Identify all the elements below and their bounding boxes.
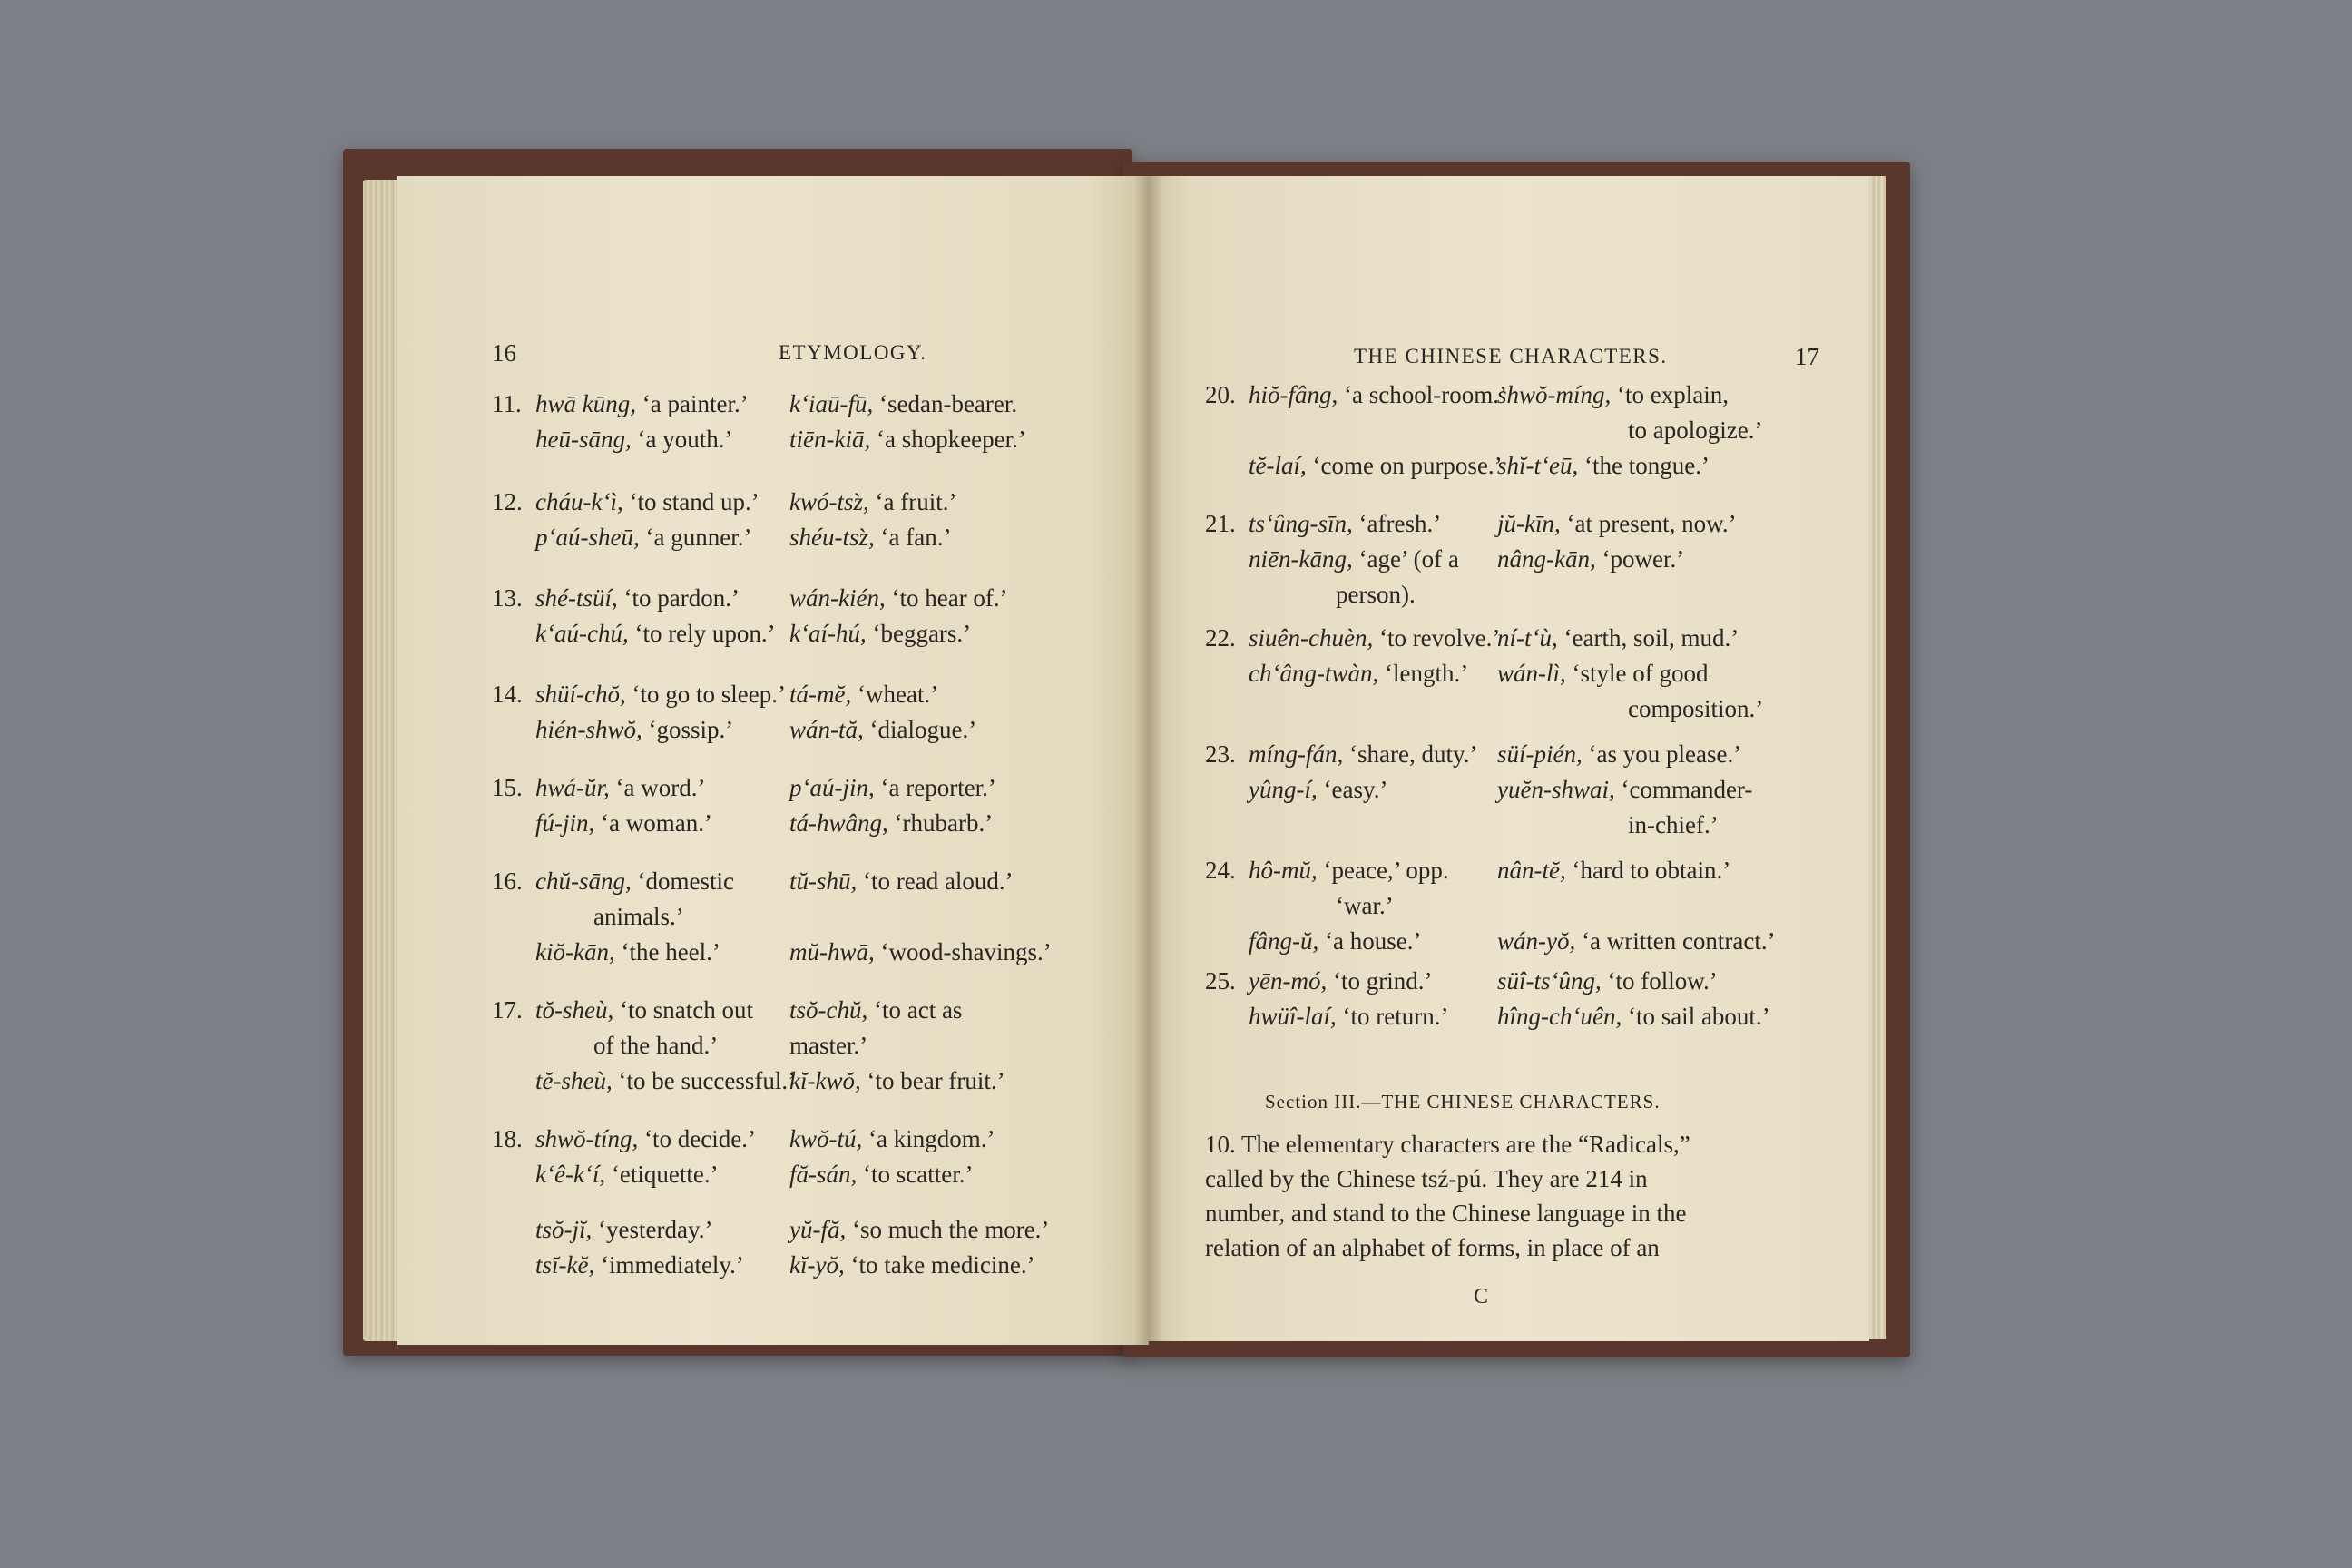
gloss: ‘length.’ — [1384, 660, 1469, 687]
gloss: ‘share, duty.’ — [1349, 740, 1478, 768]
gloss: in-chief.’ — [1628, 811, 1719, 838]
gloss: ‘at present, now.’ — [1566, 510, 1737, 537]
term-column-b — [789, 520, 951, 555]
gloss: ‘to stand up.’ — [629, 488, 760, 515]
romanized-term: p‘aú-sheū, — [535, 524, 640, 551]
term-column-b — [789, 806, 993, 841]
gloss: ‘rhubarb.’ — [894, 809, 994, 837]
entry-line — [1205, 413, 1840, 448]
entry-number: 11. — [492, 390, 522, 417]
term-column-b — [1497, 448, 1710, 484]
vocabulary-entry — [1205, 737, 1840, 843]
term-column-a — [535, 387, 749, 422]
romanized-term: k‘ê-k‘í, — [535, 1161, 606, 1188]
entry-line — [492, 1028, 1145, 1063]
entry-line — [492, 581, 1145, 616]
gloss: ‘immediately.’ — [600, 1251, 744, 1279]
vocabulary-entry — [1205, 853, 1840, 959]
entry-number: 23. — [1205, 740, 1236, 768]
gloss: ‘the tongue.’ — [1583, 452, 1710, 479]
term-column-b — [1497, 772, 1752, 808]
romanized-term: kwŏ-tú, — [789, 1125, 863, 1152]
entry-line — [492, 1248, 1145, 1283]
term-column-b — [1497, 737, 1741, 772]
entry-line — [1205, 888, 1840, 924]
gloss: ‘commander- — [1621, 776, 1753, 803]
romanized-term: ch‘âng-twàn, — [1249, 660, 1379, 687]
entry-line — [492, 1212, 1145, 1248]
term-column-b — [1497, 964, 1718, 999]
left-page — [397, 176, 1149, 1345]
term-column-b — [789, 485, 956, 520]
entry-line — [1205, 506, 1840, 542]
term-column-b — [789, 864, 1014, 899]
gloss: ‘a word.’ — [615, 774, 706, 801]
term-column-b — [789, 677, 938, 712]
term-column-a — [1249, 853, 1449, 888]
gloss: ‘come on purpose.’ — [1312, 452, 1503, 479]
entry-number: 24. — [1205, 857, 1236, 884]
gloss: person). — [1336, 581, 1416, 608]
gloss: ‘a reporter.’ — [880, 774, 996, 801]
term-column-a — [535, 1122, 756, 1157]
entry-line — [492, 485, 1145, 520]
vocabulary-entry — [1205, 964, 1840, 1034]
romanized-term: heū-sāng, — [535, 426, 632, 453]
gloss: ‘a shopkeeper.’ — [876, 426, 1026, 453]
romanized-term: ts‘ûng-sīn, — [1249, 510, 1353, 537]
romanized-term: tĕ-sheù, — [535, 1067, 612, 1094]
entry-line — [1205, 772, 1840, 808]
entry-number: 14. — [492, 681, 523, 708]
entry-line — [1205, 621, 1840, 656]
romanized-term: tĕ-laí, — [1249, 452, 1307, 479]
term-column-a — [535, 616, 776, 652]
term-column-a — [535, 1212, 712, 1248]
romanized-term: shé-tsüí, — [535, 584, 618, 612]
entry-line — [1205, 542, 1840, 577]
term-column-b — [789, 422, 1026, 457]
gloss: ‘yesterday.’ — [598, 1216, 713, 1243]
romanized-term: hién-shwŏ, — [535, 716, 642, 743]
vocabulary-entry — [1205, 506, 1840, 612]
entry-line — [492, 1063, 1145, 1099]
open-book — [343, 145, 1910, 1363]
vocabulary-entry — [1205, 377, 1840, 484]
romanized-term: siuên-chuèn, — [1249, 624, 1374, 652]
term-column-a — [535, 485, 760, 520]
entry-line — [492, 806, 1145, 841]
gloss: ‘beggars.’ — [872, 620, 972, 647]
paragraph-line: number, and stand to the Chinese language in the — [1205, 1200, 1687, 1227]
romanized-term: k‘iaū-fū, — [789, 390, 874, 417]
romanized-term: yŭ-fă, — [789, 1216, 847, 1243]
gloss: ‘gossip.’ — [648, 716, 734, 743]
romanized-term: wán-yŏ, — [1497, 927, 1576, 955]
entry-line — [492, 993, 1145, 1028]
gloss: ‘dialogue.’ — [869, 716, 977, 743]
romanized-term: k‘aí-hú, — [789, 620, 867, 647]
romanized-term: kĭ-kwŏ, — [789, 1067, 861, 1094]
term-column-a — [1249, 737, 1477, 772]
term-column-b — [1628, 413, 1762, 448]
romanized-term: ní-t‘ù, — [1497, 624, 1558, 652]
gloss: ‘as you please.’ — [1588, 740, 1742, 768]
romanized-term: p‘aú-jin, — [789, 774, 875, 801]
entry-line — [1205, 377, 1840, 413]
romanized-term: shwŏ-míng, — [1497, 381, 1612, 408]
gloss: ‘to bear fruit.’ — [867, 1067, 1005, 1094]
romanized-term: süí-pién, — [1497, 740, 1583, 768]
romanized-term: fâng-ŭ, — [1249, 927, 1319, 955]
term-column-a — [1336, 888, 1394, 924]
vocabulary-entry — [492, 1122, 1145, 1192]
signature-mark: C — [1474, 1285, 1489, 1308]
romanized-term: tá-mĕ, — [789, 681, 852, 708]
entry-line — [492, 387, 1145, 422]
term-column-b — [1497, 621, 1739, 656]
entry-line — [1205, 656, 1840, 691]
romanized-term: wán-lì, — [1497, 660, 1566, 687]
entry-line — [1205, 964, 1840, 999]
romanized-term: tsĭ-kĕ, — [535, 1251, 595, 1279]
gloss: ‘power.’ — [1602, 545, 1685, 573]
entry-line — [1205, 808, 1840, 843]
vocabulary-entry — [492, 864, 1145, 970]
romanized-term: nân-tĕ, — [1497, 857, 1566, 884]
romanized-term: tiēn-kiā, — [789, 426, 871, 453]
term-column-a — [1249, 924, 1421, 959]
gloss: ‘a fan.’ — [880, 524, 952, 551]
gloss: ‘age’ (of a — [1358, 545, 1459, 573]
romanized-term: hîng-ch‘uên, — [1497, 1003, 1622, 1030]
term-column-b — [1628, 808, 1719, 843]
romanized-term: yûng-í, — [1249, 776, 1318, 803]
gloss: ‘sedan-bearer. — [878, 390, 1018, 417]
term-column-a — [535, 422, 732, 457]
entry-line — [492, 422, 1145, 457]
entry-line — [1205, 924, 1840, 959]
entry-number: 20. — [1205, 381, 1236, 408]
term-column-a — [1249, 542, 1459, 577]
romanized-term: tsŏ-jĭ, — [535, 1216, 593, 1243]
vocabulary-entry — [1205, 621, 1840, 727]
gloss: ‘to take medicine.’ — [850, 1251, 1035, 1279]
term-column-a — [535, 520, 751, 555]
term-column-a — [535, 712, 733, 748]
gloss: ‘a kingdom.’ — [868, 1125, 995, 1152]
romanized-term: wán-tă, — [789, 716, 864, 743]
term-column-b — [789, 1157, 973, 1192]
entry-number: 17. — [492, 996, 523, 1024]
romanized-term: kĭ-yŏ, — [789, 1251, 845, 1279]
gloss: ‘the heel.’ — [621, 938, 720, 965]
term-column-a — [1249, 964, 1432, 999]
gloss: ‘to grind.’ — [1332, 967, 1433, 995]
page-number: 17 — [1795, 343, 1819, 370]
entry-line — [1205, 691, 1840, 727]
term-column-a — [1249, 656, 1468, 691]
entry-line — [1205, 577, 1840, 612]
vocabulary-entry — [492, 581, 1145, 652]
romanized-term: chŭ-sāng, — [535, 867, 632, 895]
gloss: ‘to hear of.’ — [891, 584, 1008, 612]
term-column-a — [1249, 772, 1387, 808]
romanized-term: shüí-chŏ, — [535, 681, 626, 708]
entry-number: 18. — [492, 1125, 523, 1152]
entry-number: 12. — [492, 488, 523, 515]
right-page — [1149, 176, 1869, 1341]
entry-line — [492, 1157, 1145, 1192]
entry-line — [492, 712, 1145, 748]
romanized-term: kwó-tsz̀, — [789, 488, 869, 515]
gloss: ‘to follow.’ — [1607, 967, 1718, 995]
term-column-a — [1249, 377, 1507, 413]
romanized-term: süî-ts‘ûng, — [1497, 967, 1602, 995]
entry-number: 21. — [1205, 510, 1236, 537]
entry-number: 13. — [492, 584, 523, 612]
gloss: ‘to sail about.’ — [1627, 1003, 1770, 1030]
entry-line — [492, 899, 1145, 935]
gloss: ‘so much the more.’ — [851, 1216, 1050, 1243]
term-column-a — [535, 581, 740, 616]
gloss: composition.’ — [1628, 695, 1764, 722]
term-column-a — [1249, 621, 1500, 656]
romanized-term: hô-mŭ, — [1249, 857, 1318, 884]
term-column-b — [789, 1212, 1049, 1248]
term-column-b — [789, 616, 971, 652]
gloss: ‘wheat.’ — [857, 681, 939, 708]
romanized-term: k‘aú-chú, — [535, 620, 629, 647]
gloss: ‘etiquette.’ — [611, 1161, 719, 1188]
book-gutter — [1134, 176, 1163, 1345]
gloss: master.’ — [789, 1032, 868, 1059]
term-column-a — [1249, 999, 1448, 1034]
entry-number: 25. — [1205, 967, 1236, 995]
gloss: ‘domestic — [637, 867, 734, 895]
body-paragraph — [1205, 1127, 1808, 1265]
term-column-b — [789, 1028, 867, 1063]
term-column-a — [535, 993, 753, 1028]
romanized-term: cháu-k‘ì, — [535, 488, 623, 515]
romanized-term: jŭ-kīn, — [1497, 510, 1561, 537]
romanized-term: tsŏ-chŭ, — [789, 996, 868, 1024]
entry-line — [1205, 999, 1840, 1034]
term-column-a — [535, 806, 712, 841]
vocabulary-entry — [492, 770, 1145, 841]
gloss: ‘to read aloud.’ — [863, 867, 1014, 895]
entry-line — [492, 935, 1145, 970]
term-column-a — [535, 864, 734, 899]
term-column-b — [1497, 999, 1770, 1034]
term-column-b — [789, 770, 996, 806]
vocabulary-entry — [492, 1212, 1145, 1283]
romanized-term: mŭ-hwā, — [789, 938, 875, 965]
romanized-term: tŏ-sheù, — [535, 996, 614, 1024]
vocabulary-entry — [492, 993, 1145, 1099]
gloss: ‘to explain, — [1617, 381, 1729, 408]
romanized-term: tá-hwâng, — [789, 809, 888, 837]
term-column-b — [1497, 656, 1709, 691]
term-column-a — [1249, 448, 1503, 484]
term-column-b — [789, 1122, 995, 1157]
gloss: ‘a youth.’ — [637, 426, 733, 453]
romanized-term: fă-sán, — [789, 1161, 858, 1188]
term-column-b — [1628, 691, 1763, 727]
gloss: ‘to be successful.’ — [618, 1067, 797, 1094]
term-column-a — [593, 899, 684, 935]
term-column-b — [1497, 542, 1684, 577]
gloss: ‘earth, soil, mud.’ — [1563, 624, 1740, 652]
term-column-a — [535, 1157, 719, 1192]
romanized-term: shĭ-t‘eū, — [1497, 452, 1579, 479]
gloss: ‘a fruit.’ — [875, 488, 957, 515]
gloss: ‘to scatter.’ — [863, 1161, 974, 1188]
section-title: Section III.—THE CHINESE CHARACTERS. — [1265, 1091, 1661, 1112]
term-column-b — [1497, 853, 1730, 888]
romanized-term: shwŏ-tíng, — [535, 1125, 639, 1152]
term-column-a — [593, 1028, 718, 1063]
gloss: ‘a house.’ — [1325, 927, 1422, 955]
romanized-term: nâng-kān, — [1497, 545, 1596, 573]
gloss: ‘hard to obtain.’ — [1572, 857, 1731, 884]
entry-number: 22. — [1205, 624, 1236, 652]
term-column-a — [535, 1248, 744, 1283]
romanized-term: wán-kién, — [789, 584, 886, 612]
term-column-b — [1497, 506, 1737, 542]
term-column-b — [789, 387, 1017, 422]
term-column-b — [1497, 924, 1776, 959]
term-column-a — [1249, 506, 1441, 542]
term-column-a — [535, 770, 705, 806]
vocabulary-entry — [492, 387, 1145, 457]
romanized-term: kiŏ-kān, — [535, 938, 615, 965]
romanized-term: hwüî-laí, — [1249, 1003, 1337, 1030]
term-column-b — [789, 935, 1052, 970]
gloss: ‘peace,’ opp. — [1323, 857, 1449, 884]
romanized-term: yuĕn-shwai, — [1497, 776, 1615, 803]
romanized-term: fú-jin, — [535, 809, 595, 837]
term-column-b — [789, 1063, 1005, 1099]
romanized-term: tŭ-shū, — [789, 867, 858, 895]
running-header: THE CHINESE CHARACTERS. — [1354, 345, 1668, 368]
term-column-a — [535, 1063, 796, 1099]
gloss: ‘war.’ — [1336, 892, 1394, 919]
entry-line — [1205, 448, 1840, 484]
romanized-term: shéu-tsz̀, — [789, 524, 875, 551]
paragraph-line: relation of an alphabet of forms, in place of an — [1205, 1234, 1660, 1261]
running-header: ETYMOLOGY. — [779, 341, 927, 364]
entry-line — [492, 770, 1145, 806]
gloss: ‘to act as — [873, 996, 963, 1024]
entry-line — [492, 864, 1145, 899]
gloss: ‘style of good — [1572, 660, 1709, 687]
entry-line — [492, 677, 1145, 712]
gloss: ‘to revolve.’ — [1378, 624, 1501, 652]
romanized-term: hiŏ-fâng, — [1249, 381, 1338, 408]
gloss: ‘easy.’ — [1323, 776, 1388, 803]
gloss: animals.’ — [593, 903, 684, 930]
term-column-b — [789, 1248, 1035, 1283]
page-number: 16 — [492, 339, 516, 367]
vocabulary-entry — [492, 485, 1145, 555]
romanized-term: yēn-mó, — [1249, 967, 1328, 995]
entry-line — [492, 1122, 1145, 1157]
romanized-term: míng-fán, — [1249, 740, 1344, 768]
term-column-b — [789, 993, 962, 1028]
romanized-term: hwá-ŭr, — [535, 774, 610, 801]
vocabulary-entry — [492, 677, 1145, 748]
entry-line — [1205, 853, 1840, 888]
romanized-term: niēn-kāng, — [1249, 545, 1353, 573]
romanized-term: hwā kūng, — [535, 390, 636, 417]
entry-line — [1205, 737, 1840, 772]
gloss: ‘to return.’ — [1342, 1003, 1449, 1030]
gloss: ‘a woman.’ — [601, 809, 712, 837]
term-column-a — [535, 677, 786, 712]
paragraph-line: 10. The elementary characters are the “Radicals,” — [1205, 1131, 1690, 1158]
gloss: ‘a written contract.’ — [1581, 927, 1776, 955]
gloss: ‘wood-shavings.’ — [880, 938, 1052, 965]
gloss: ‘a painter.’ — [642, 390, 749, 417]
gloss: ‘to pardon.’ — [623, 584, 740, 612]
gloss: ‘a gunner.’ — [645, 524, 752, 551]
gloss: ‘afresh.’ — [1358, 510, 1442, 537]
paragraph-line: called by the Chinese tsź-pú. They are 214 in — [1205, 1165, 1648, 1192]
gloss: of the hand.’ — [593, 1032, 719, 1059]
gloss: ‘to decide.’ — [644, 1125, 756, 1152]
term-column-b — [1497, 377, 1729, 413]
term-column-a — [535, 935, 720, 970]
gloss: ‘to snatch out — [619, 996, 753, 1024]
gloss: ‘to go to sleep.’ — [632, 681, 786, 708]
term-column-b — [789, 712, 976, 748]
gloss: ‘a school-room.’ — [1344, 381, 1507, 408]
gloss: ‘to rely upon.’ — [634, 620, 776, 647]
term-column-b — [789, 581, 1008, 616]
term-column-a — [1336, 577, 1416, 612]
entry-number: 16. — [492, 867, 523, 895]
entry-number: 15. — [492, 774, 523, 801]
entry-line — [492, 520, 1145, 555]
gloss: to apologize.’ — [1628, 416, 1763, 444]
entry-line — [492, 616, 1145, 652]
